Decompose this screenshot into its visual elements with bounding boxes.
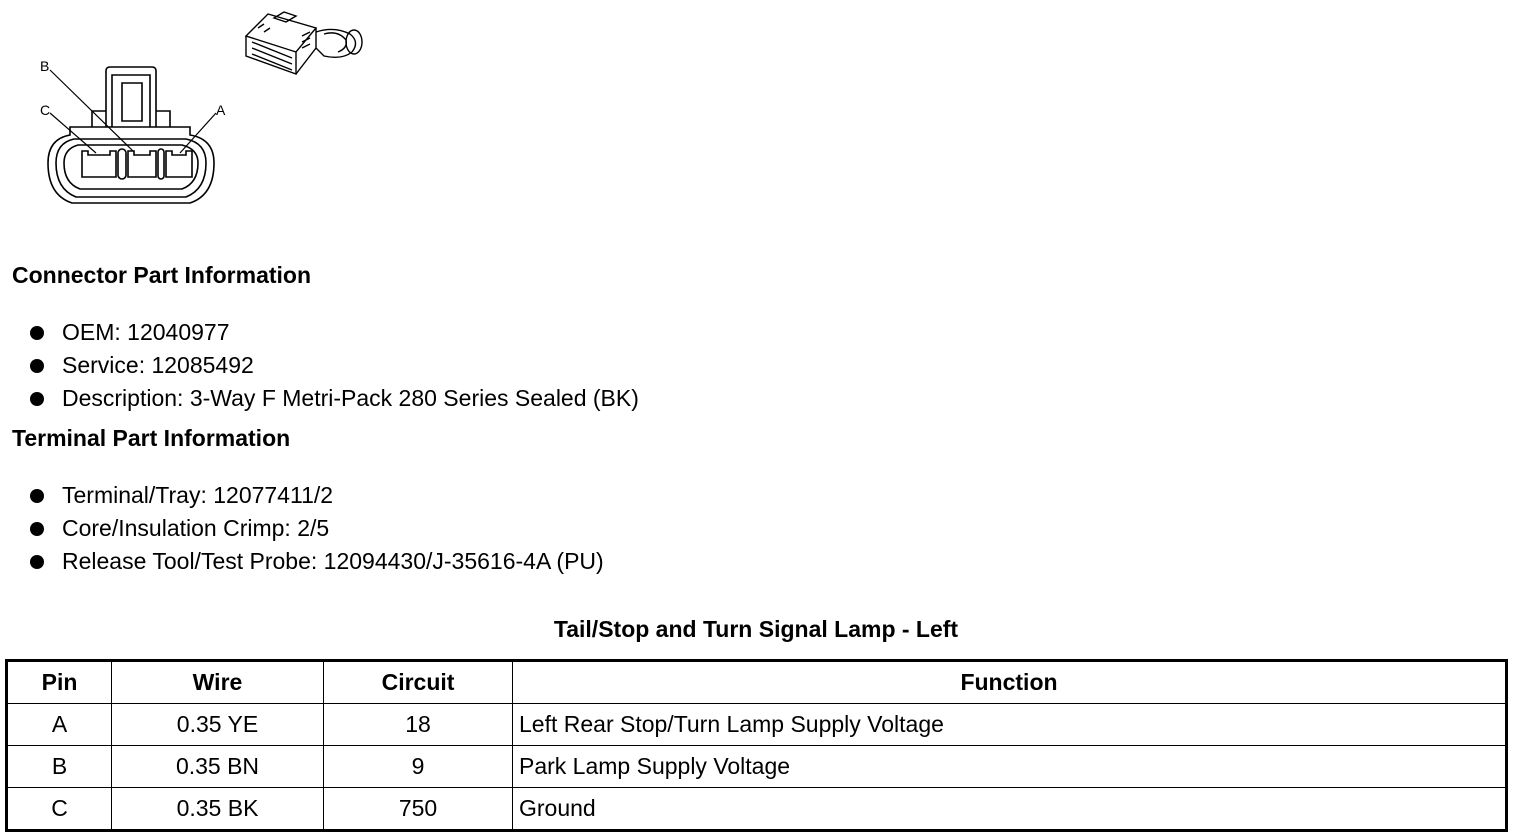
pin-label-a: A: [216, 102, 226, 118]
cell-pin: A: [7, 704, 112, 746]
list-item: OEM: 12040977: [30, 316, 639, 349]
bullet-icon: [30, 359, 44, 373]
list-item: Description: 3-Way F Metri-Pack 280 Series Sealed (BK): [30, 382, 639, 415]
cell-wire: 0.35 BN: [112, 746, 324, 788]
list-item: Service: 12085492: [30, 349, 639, 382]
cell-wire: 0.35 BK: [112, 788, 324, 831]
cell-function: Park Lamp Supply Voltage: [513, 746, 1507, 788]
cell-function: Left Rear Stop/Turn Lamp Supply Voltage: [513, 704, 1507, 746]
cell-pin: B: [7, 746, 112, 788]
cell-circuit: 18: [324, 704, 513, 746]
cell-wire: 0.35 YE: [112, 704, 324, 746]
table-row: [7, 788, 1507, 831]
bullet-icon: [30, 555, 44, 569]
bullet-icon: [30, 522, 44, 536]
bullet-icon: [30, 326, 44, 340]
column-header-function: Function: [513, 661, 1507, 704]
pin-label-c: C: [40, 102, 51, 118]
list-item: Core/Insulation Crimp: 2/5: [30, 512, 604, 545]
column-header-circuit: Circuit: [324, 661, 513, 704]
connector-part-info-heading: Connector Part Information: [12, 262, 312, 288]
connector-part-info-list: [30, 316, 639, 415]
bullet-icon: [30, 489, 44, 503]
column-header-pin: Pin: [7, 661, 112, 704]
column-header-wire: Wire: [112, 661, 324, 704]
list-item: Terminal/Tray: 12077411/2: [30, 479, 604, 512]
table-title: Tail/Stop and Turn Signal Lamp - Left: [553, 616, 959, 642]
table-row: [7, 746, 1507, 788]
connector-face-diagram: [30, 55, 230, 215]
terminal-part-info-list: [30, 479, 604, 578]
cell-circuit: 9: [324, 746, 513, 788]
terminal-part-info-heading: Terminal Part Information: [12, 425, 291, 451]
cell-circuit: 750: [324, 788, 513, 831]
cell-function: Ground: [513, 788, 1507, 831]
table-header-row: [7, 661, 1507, 704]
pin-label-b: B: [40, 58, 50, 74]
bullet-icon: [30, 392, 44, 406]
pinout-table: [5, 659, 1508, 832]
list-item: Release Tool/Test Probe: 12094430/J-35616-4A (PU): [30, 545, 604, 578]
table-row: [7, 704, 1507, 746]
connector-isometric-diagram: [238, 8, 368, 80]
cell-pin: C: [7, 788, 112, 831]
